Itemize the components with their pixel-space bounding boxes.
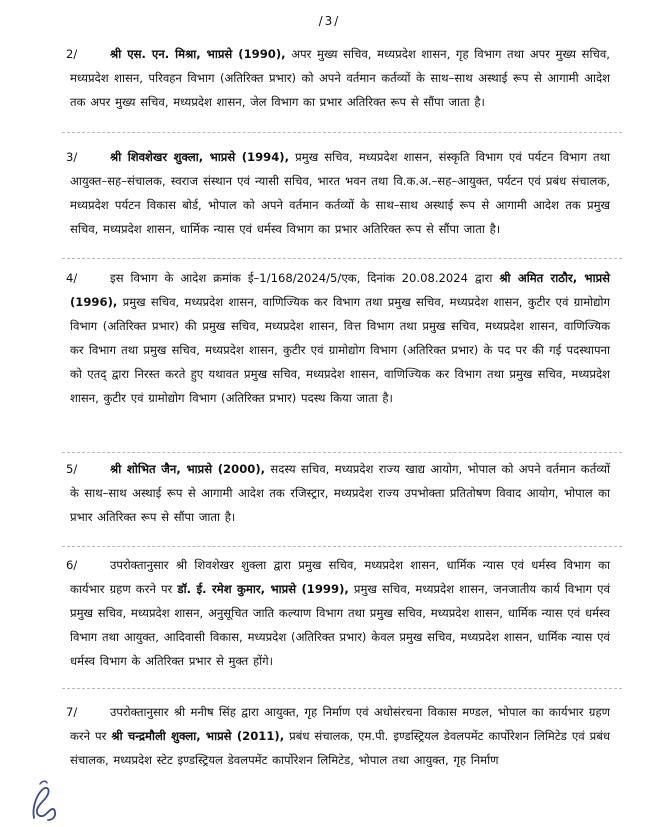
section-divider <box>62 546 622 547</box>
officer-name: श्री शोभित जैन, भाप्रसे (2000), <box>110 462 266 476</box>
paragraph-text: प्रबंध संचालक, एम.पी. इण्डस्ट्रियल डेवलपमेंट कार्पोरेशन लिमिटेड एवं प्रबंध संचालक, मध्यप्रदेश स्टेट इण्डस्ट्रियल डेवलपमेंट कार्पोरेशन लिमिटेड, भोपाल तथा आयुक्त, गृह निर्माण <box>70 729 611 767</box>
paragraph-number: 4/ <box>66 271 78 285</box>
order-paragraph-6 <box>66 553 611 673</box>
paragraph-number: 2/ <box>66 47 78 61</box>
paragraph-text: सदस्य सचिव, मध्यप्रदेश राज्य खाद्य आयोग, भोपाल को अपने वर्तमान कर्तव्यों के साथ–साथ अस्थाई रूप से आगामी आदेश तक रजिस्ट्रार, मध्यप्रदेश राज्य उपभोक्ता प्रतितोषण विवाद आयोग, भोपाल का प्रभार अतिरिक्त रूप से सौंपा जाता है। <box>70 462 611 524</box>
officer-name: श्री चन्द्रमौली शुक्ला, भाप्रसे (2011), <box>111 729 285 743</box>
paragraph-text: प्रमुख सचिव, मध्यप्रदेश शासन, वाणिज्यिक कर विभाग तथा प्रमुख सचिव, मध्यप्रदेश शासन, कुटीर एवं ग्रामोद्योग विभाग (अतिरिक्त प्रभार) की प्रमुख सचिव, मध्यप्रदेश शासन, वित्त विभाग तथा प्रमुख सचिव, मध्यप्रदेश शासन, वाणिज्यिक कर विभाग तथा प्रमुख सचिव, मध्यप्रदेश शासन, कुटीर एवं ग्रामोद्योग विभाग (अतिरिक्त प्रभार) के पद पर की गई पदस्थापना को एतद् द्वारा निरस्त करते हुए यथावत प्रमुख सचिव, मध्यप्रदेश शासन, वाणिज्यिक कर विभाग तथा प्रमुख सचिव, मध्यप्रदेश शासन, कुटीर एवं ग्रामोद्योग विभाग (अतिरिक्त प्रभार) पदस्थ किया जाता है। <box>70 295 611 405</box>
paragraph-text: प्रमुख सचिव, मध्यप्रदेश शासन, जनजातीय कार्य विभाग एवं प्रमुख सचिव, मध्यप्रदेश शासन, अनुसूचित जाति कल्याण विभाग तथा प्रमुख सचिव, मध्यप्रदेश शासन, धार्मिक न्यास एवं धर्मस्व विभाग तथा आयुक्त, आदिवासी विकास, मध्यप्रदेश (अतिरिक्त प्रभार) केवल प्रमुख सचिव, मध्यप्रदेश शासन, धार्मिक न्यास एवं धर्मस्व विभाग के अतिरिक्त प्रभार से मुक्त होंगे। <box>70 582 611 668</box>
paragraph-number: 6/ <box>66 558 78 572</box>
section-divider <box>62 452 622 453</box>
section-divider <box>62 132 622 133</box>
paragraph-number: 5/ <box>66 462 78 476</box>
page-number: /3/ <box>318 14 341 28</box>
order-paragraph-2 <box>66 42 610 114</box>
order-paragraph-5 <box>66 457 611 529</box>
order-paragraph-4 <box>66 266 611 410</box>
section-divider <box>62 258 622 259</box>
officer-name: डॉ. ई. रमेश कुमार, भाप्रसे (1999), <box>177 582 349 596</box>
paragraph-text: अपर मुख्य सचिव, मध्यप्रदेश शासन, गृह विभाग तथा अपर मुख्य सचिव, मध्यप्रदेश शासन, परिवहन विभाग (अतिरिक्त प्रभार) को अपने वर्तमान कर्तव्यों के साथ–साथ अस्थाई रूप से आगामी आदेश तक अपर मुख्य सचिव, मध्यप्रदेश शासन, जेल विभाग का प्रभार अतिरिक्त रूप से सौंपा जाता है। <box>70 47 610 109</box>
officer-name: श्री अमित राठौर, भाप्रसे (1996), <box>70 271 611 309</box>
officer-name: श्री शिवशेखर शुक्ला, भाप्रसे (1994), <box>110 150 290 164</box>
paragraph-text: प्रमुख सचिव, मध्यप्रदेश शासन, संस्कृति विभाग एवं पर्यटन विभाग तथा आयुक्त–सह–संचालक, स्वराज संस्थान एवं न्यासी सचिव, भारत भवन तथा वि.क.अ.–सह–आयुक्त, पर्यटन एवं प्रबंध संचालक, मध्यप्रदेश पर्यटन विकास बोर्ड, भोपाल को अपने वर्तमान कर्तव्यों के साथ–साथ अस्थाई रूप से आगामी आदेश तक प्रमुख सचिव, मध्यप्रदेश शासन, धार्मिक न्यास एवं धर्मस्व विभाग का प्रभार अतिरिक्त रूप से सौंपा जाता है। <box>70 150 610 236</box>
paragraph-number: 3/ <box>66 150 78 164</box>
paragraph-intro-text: उपरोक्तानुसार श्री शिवशेखर शुक्ला द्वारा प्रमुख सचिव, मध्यप्रदेश शासन, धार्मिक न्यास एवं धर्मस्व विभाग का कार्यभार ग्रहण करने पर <box>70 558 610 596</box>
paragraph-intro-text: उपरोक्तानुसार श्री मनीष सिंह द्वारा आयुक्त, गृह निर्माण एवं अधोसंरचना विकास मण्डल, भोपाल का कार्यभार ग्रहण करने पर <box>70 705 610 743</box>
paragraph-intro-text: इस विभाग के आदेश क्रमांक ई–1/168/2024/5/एक, दिनांक 20.08.2024 द्वारा <box>110 271 493 285</box>
officer-name: श्री एस. एन. मिश्रा, भाप्रसे (1990), <box>110 47 286 61</box>
order-paragraph-3 <box>66 145 610 241</box>
order-paragraph-7 <box>66 700 611 772</box>
section-divider <box>62 688 622 689</box>
paragraph-number: 7/ <box>66 705 78 719</box>
handwritten-signature-icon <box>28 778 62 824</box>
